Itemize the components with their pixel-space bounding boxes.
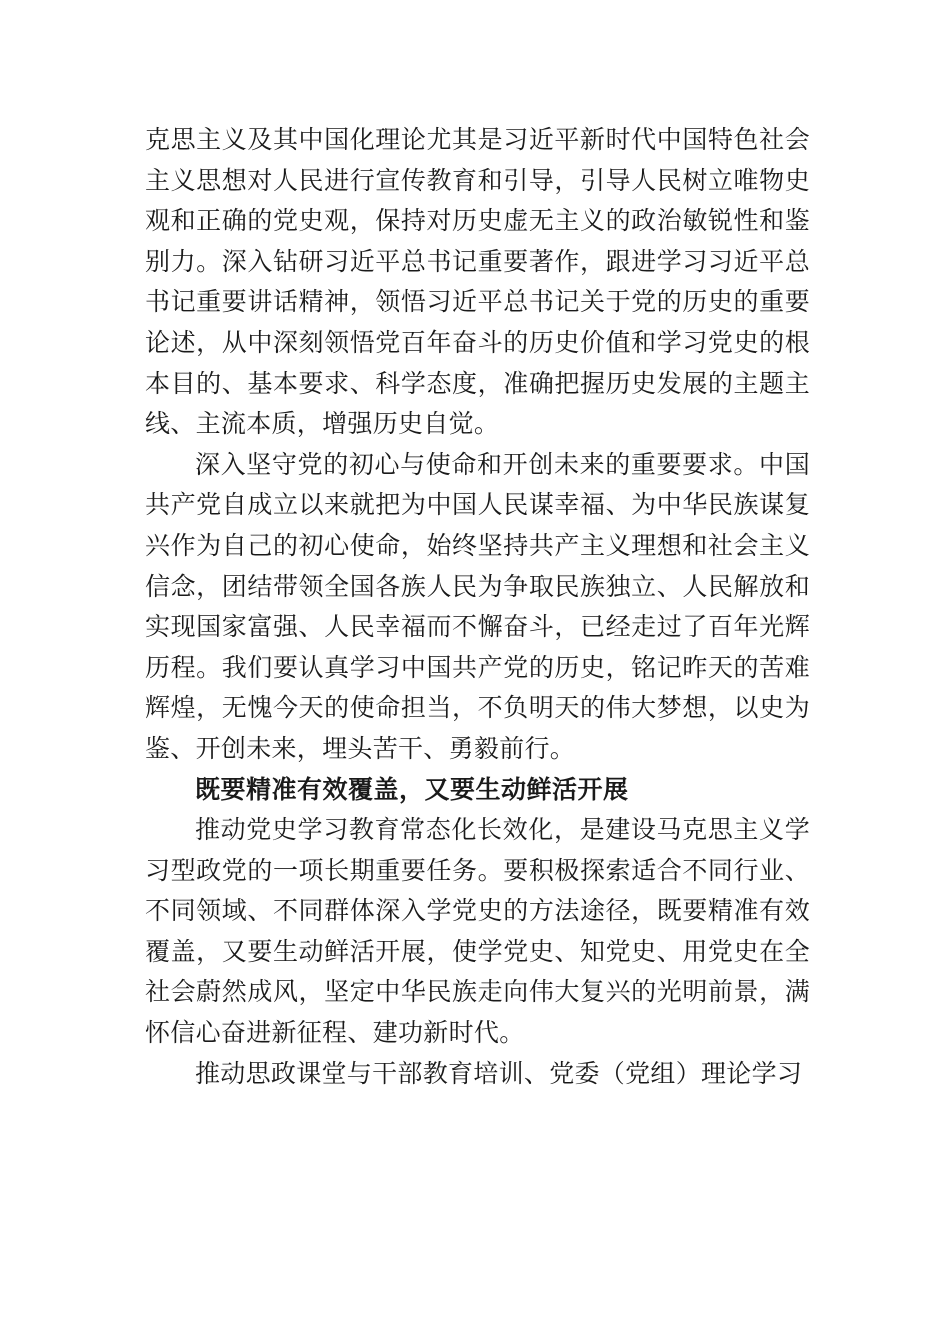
paragraph-continuation: 克思主义及其中国化理论尤其是习近平新时代中国特色社会主义思想对人民进行宣传教育和引导，引导人民树立唯物史观和正确的党史观，保持对历史虚无主义的政治敏锐性和鉴别力。深入钻研习近平总书记重要著作，跟进学习习近平总书记重要讲话精神，领悟习近平总书记关于党的历史的重要论述，从中深刻领悟党百年奋斗的历史价值和学习党史的根本目的、基本要求、科学态度，准确把握历史发展的主题主线、主流本质，增强历史自觉。: [145, 125, 810, 439]
paragraph-party-history-learning: 推动党史学习教育常态化长效化，是建设马克思主义学习型政党的一项长期重要任务。要积极探索适合不同行业、不同领域、不同群体深入学党史的方法途径，既要精准有效覆盖，又要生动鲜活开展，使学党史、知党史、用党史在全社会蔚然成风，坚定中华民族走向伟大复兴的光明前景，满怀信心奋进新征程、建功新时代。: [145, 815, 810, 1048]
section-heading: 既要精准有效覆盖，又要生动鲜活开展: [195, 774, 629, 804]
paragraph-original-mission: 深入坚守党的初心与使命和开创未来的重要要求。中国共产党自成立以来就把为中国人民谋幸福、为中华民族谋复兴作为自己的初心使命，始终坚持共产主义理想和社会主义信念，团结带领全国各族人民为争取民族独立、人民解放和实现国家富强、人民幸福而不懈奋斗，已经走过了百年光辉历程。我们要认真学习中国共产党的历史，铭记昨天的苦难辉煌，无愧今天的使命担当，不负明天的伟大梦想，以史为鉴、开创未来，埋头苦干、勇毅前行。: [145, 449, 810, 763]
document-body: [145, 120, 810, 1094]
paragraph-ideological-classroom: 推动思政课堂与干部教育培训、党委（党组）理论学习: [195, 1058, 803, 1088]
